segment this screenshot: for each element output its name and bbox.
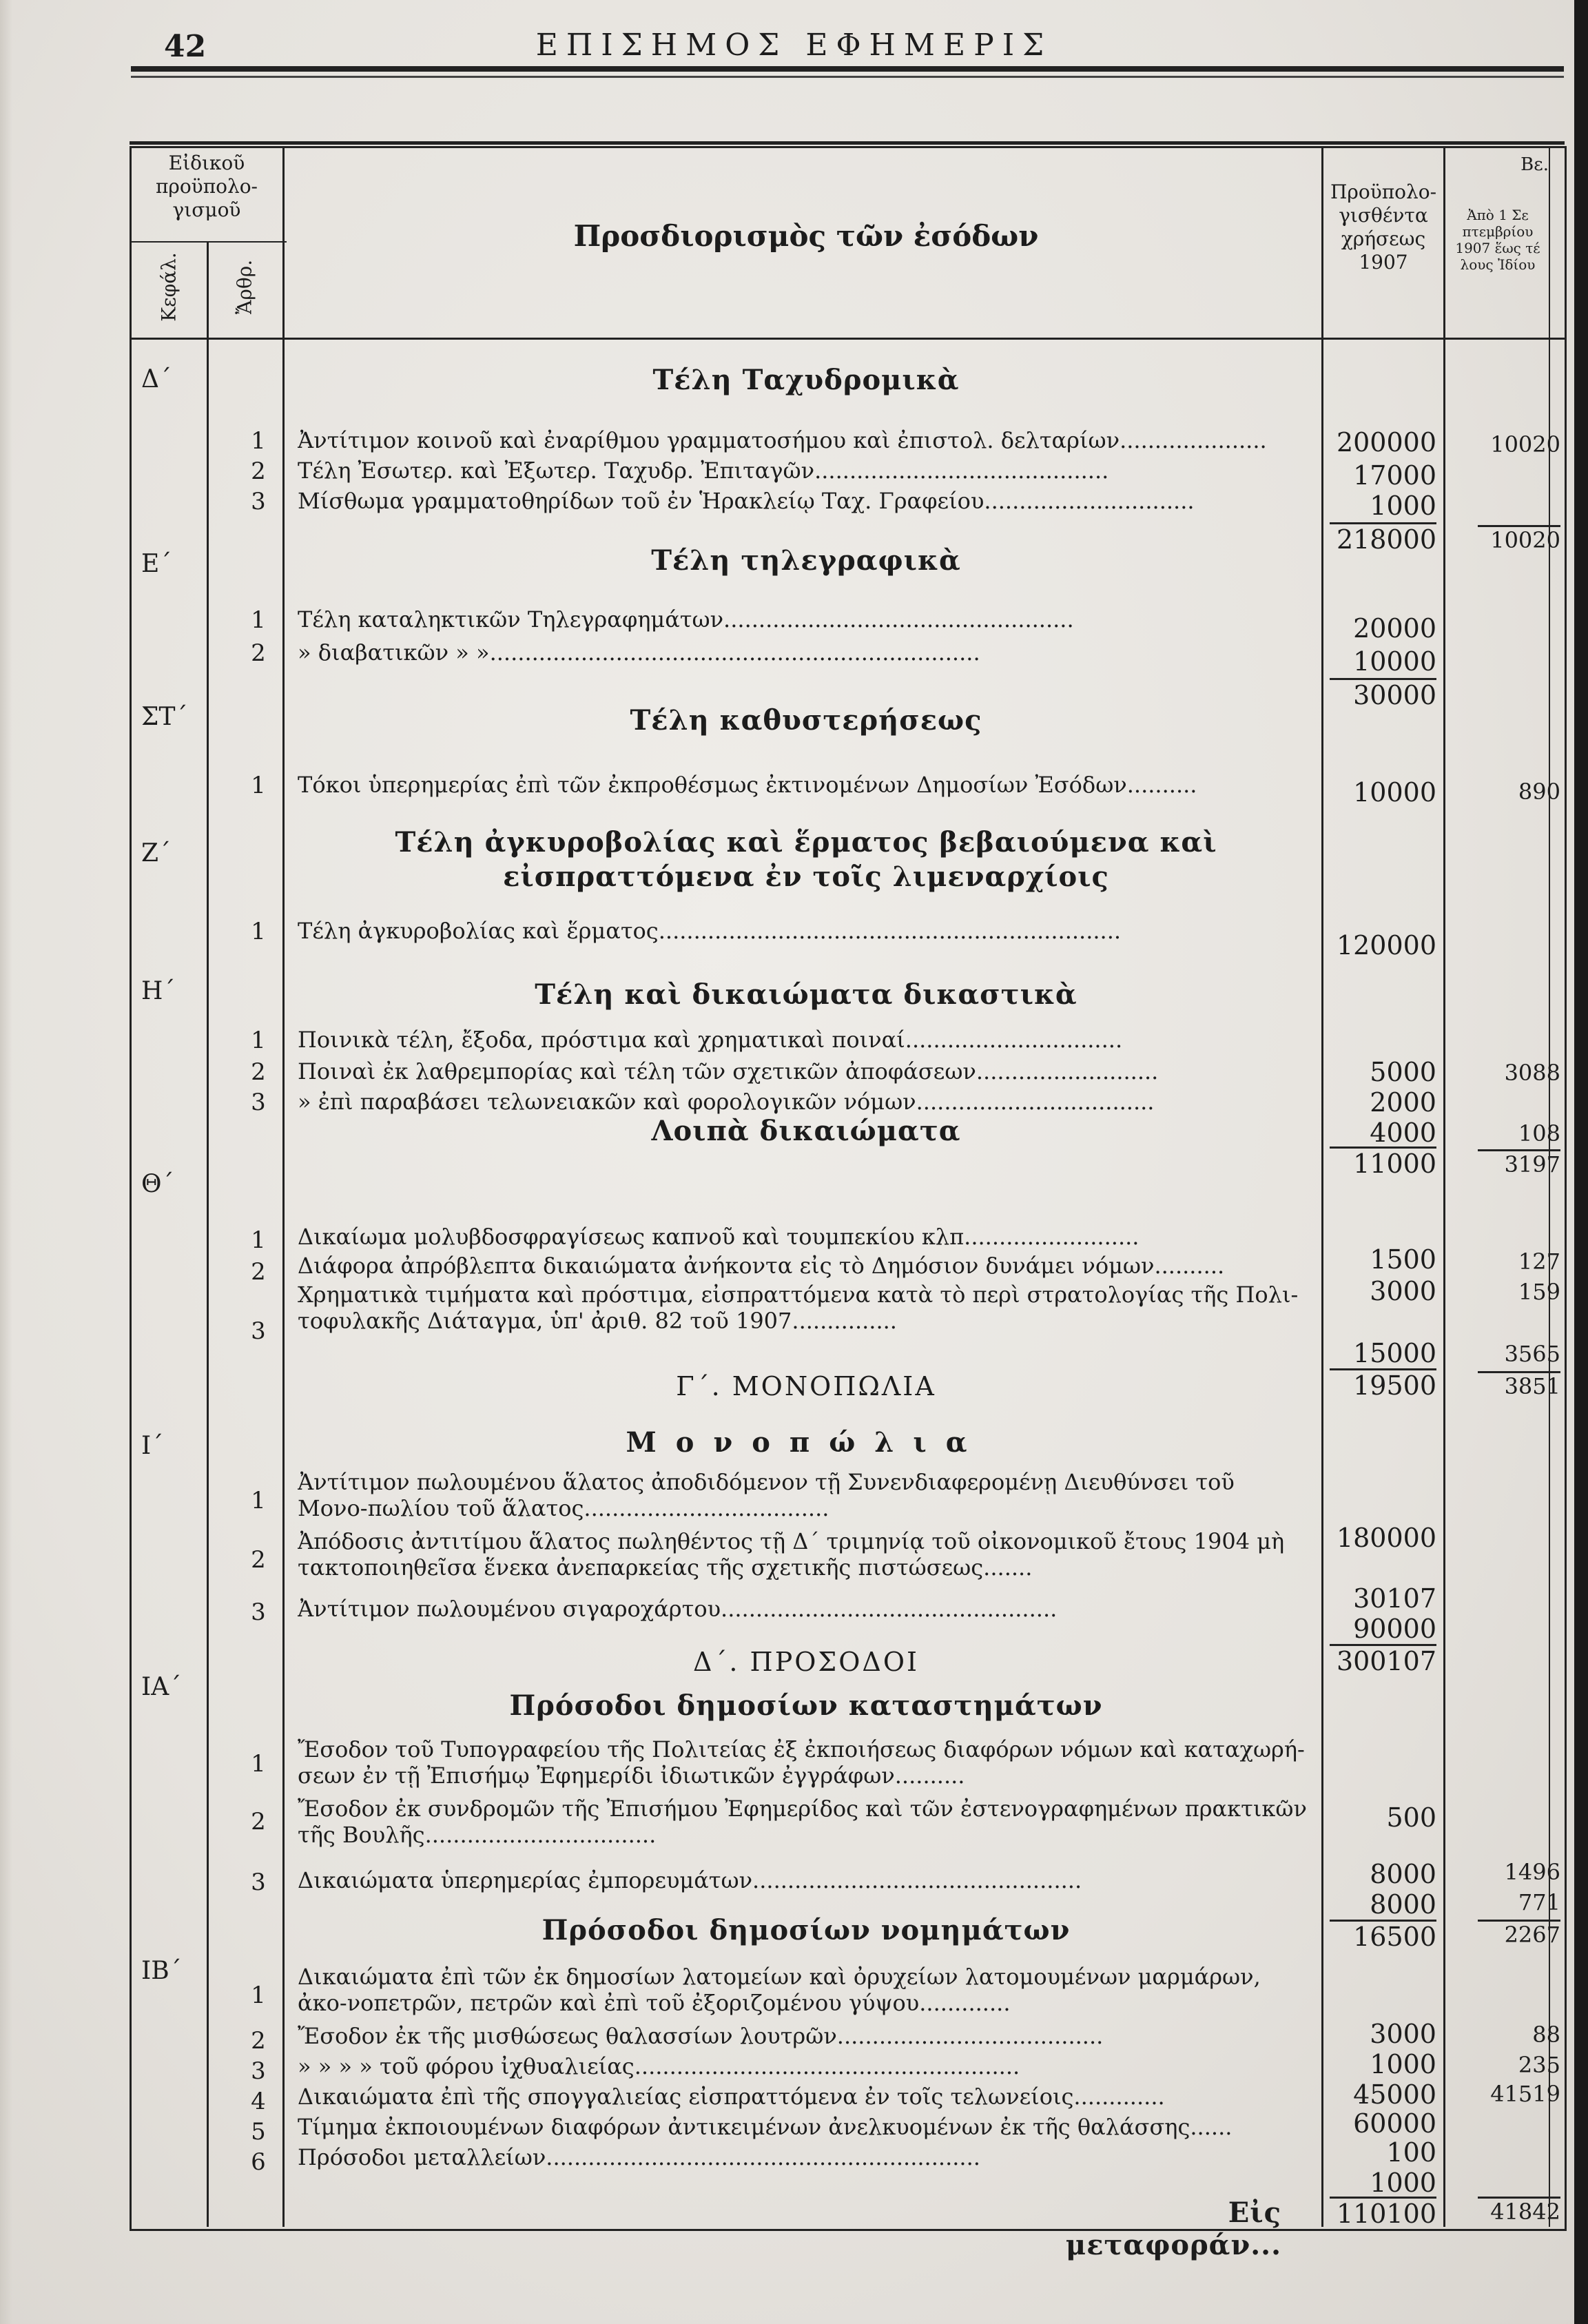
row-description: » ἐπὶ παραβάσει τελωνειακῶν καὶ φορολογικῶν νόμων.................................. bbox=[298, 1089, 1155, 1115]
section-total: 15000 bbox=[1353, 1338, 1436, 1368]
chapter-label: ΙΑ΄ bbox=[141, 1673, 182, 1701]
chapter-label: Θ΄ bbox=[141, 1170, 174, 1198]
chapter-label: Ι΄ bbox=[141, 1432, 164, 1460]
row-amount: 1000 bbox=[1370, 2049, 1436, 2079]
section-title: Τέλη Ταχυδρομικὰ bbox=[652, 364, 960, 396]
section-total: 218000 bbox=[1330, 522, 1436, 555]
section-title: Γ΄. ΜΟΝΟΠΩΛΙΑ bbox=[676, 1371, 936, 1401]
amount-column-rule-right bbox=[1443, 146, 1445, 2227]
row-amount: 1000 bbox=[1370, 2168, 1436, 2198]
row-description: Ἔσοδον ἐκ τῆς μισθώσεως θαλασσίων λουτρῶν...................................... bbox=[298, 2023, 1104, 2049]
section-title: Τέλη τηλεγραφικὰ bbox=[651, 544, 961, 577]
row-description: Τόκοι ὑπερημερίας ἐπὶ τῶν ἐκπροθέσμως ἐκτινομένων Δημοσίων Ἐσόδων.......... bbox=[298, 772, 1197, 798]
section-title: Πρόσοδοι δημοσίων νομημάτων bbox=[542, 1914, 1071, 1946]
article-number: 1 bbox=[251, 427, 266, 455]
row-description: Ἀντίτιμον πωλουμένου ἅλατος ἀποδιδόμενον τῇ Συνενδιαφερομένῃ Διευθύνσει τοῦ Μονο-πωλίου τοῦ ἅλατος................................... bbox=[298, 1469, 1235, 1521]
article-number: 3 bbox=[251, 1317, 266, 1345]
row-description: Μίσθωμα γραμματοθηρίδων τοῦ ἐν Ἡρακλείῳ Ταχ. Γραφείου.............................. bbox=[298, 488, 1195, 514]
row-amount: 100 bbox=[1386, 2137, 1436, 2168]
row-amount: 8000 bbox=[1370, 1889, 1436, 1920]
article-number: 3 bbox=[251, 1598, 266, 1626]
section-title: Μονοπώλια bbox=[626, 1426, 987, 1459]
row-actual: 235 bbox=[1518, 2052, 1560, 2078]
row-description: Ἀντίτιμον πωλουμένου σιγαροχάρτου................................................ bbox=[298, 1596, 1058, 1622]
row-amount: 10000 bbox=[1353, 646, 1436, 677]
article-number: 1 bbox=[251, 1027, 266, 1054]
row-description: Ἔσοδον ἐκ συνδρομῶν τῆς Ἐπισήμου Ἐφημερίδος καὶ τῶν ἐστενογραφημένων πρακτικῶν τῆς Βουλῆς................................. bbox=[298, 1796, 1307, 1848]
article-number: 2 bbox=[251, 1808, 266, 1835]
chapter-label: ΙΒ΄ bbox=[141, 1957, 182, 1985]
section-total: 16500 bbox=[1330, 1920, 1436, 1952]
chapter-label: ΣΤ΄ bbox=[141, 703, 188, 731]
row-description: Τέλη καταληκτικῶν Τηλεγραφημάτων.................................................. bbox=[298, 606, 1074, 633]
article-number: 1 bbox=[251, 918, 266, 945]
article-number: 1 bbox=[251, 1982, 266, 2009]
section-title: Πρόσοδοι δημοσίων καταστημάτων bbox=[509, 1689, 1103, 1722]
article-column-label: Ἄρθρ. bbox=[233, 259, 256, 315]
header-rule bbox=[131, 66, 1564, 72]
chapter-label: Η΄ bbox=[141, 977, 176, 1005]
row-amount: 10000 bbox=[1353, 777, 1436, 808]
page-edge bbox=[1574, 0, 1588, 2324]
row-description: Ἀπόδοσις ἀντιτίμου ἅλατος πωληθέντος τῇ Δ΄ τριμηνίᾳ τοῦ οἰκονομικοῦ ἔτους 1904 μὴ τακτοποιηθεῖσα ἕνεκα ἀνεπαρκείας τῆς σχετικῆς πιστώσεως....... bbox=[298, 1528, 1285, 1581]
article-number: 1 bbox=[251, 1226, 266, 1254]
row-description: » διαβατικῶν » »...................................................................... bbox=[298, 639, 980, 666]
row-amount: 500 bbox=[1386, 1802, 1436, 1833]
row-amount: 3000 bbox=[1370, 2019, 1436, 2049]
row-description: Δικαιώματα ἐπὶ τῶν ἐκ δημοσίων λατομείων καὶ ὀρυχείων λατομουμένων μαρμάρων, ἀκο-νοπετρῶν, πετρῶν καὶ ἐπὶ τοῦ ἐξοριζομένου γύψου............. bbox=[298, 1964, 1261, 2016]
row-description: Ποιναὶ ἐκ λαθρεμπορίας καὶ τέλη τῶν σχετικῶν ἀποφάσεων.......................... bbox=[298, 1058, 1159, 1084]
article-number: 3 bbox=[251, 488, 266, 515]
row-actual: 771 bbox=[1518, 1889, 1560, 1915]
row-amount: 120000 bbox=[1336, 930, 1436, 960]
section-total: 300107 bbox=[1330, 1644, 1436, 1676]
article-number: 1 bbox=[251, 772, 266, 799]
table-top-rule bbox=[130, 141, 1565, 145]
article-number: 1 bbox=[251, 606, 266, 634]
article-number: 3 bbox=[251, 1869, 266, 1896]
chapter-column-label: Κεφάλ. bbox=[157, 252, 181, 322]
section-title: Δ΄. ΠΡΟΣΟΔΟΙ bbox=[692, 1647, 920, 1677]
row-description: Τίμημα ἐκποιουμένων διαφόρων ἀντικειμένων ἀνελκυομένων ἐκ τῆς θαλάσσης...... bbox=[298, 2114, 1233, 2140]
article-number: 1 bbox=[251, 1750, 266, 1778]
page-number: 42 bbox=[164, 29, 207, 64]
section-total: 30000 bbox=[1330, 678, 1436, 710]
section-title: Λοιπὰ δικαιώματα bbox=[651, 1115, 961, 1147]
carry-forward-label: Εἰς μεταφοράν... bbox=[1065, 2197, 1281, 2261]
row-amount: 4000 bbox=[1370, 1118, 1436, 1148]
row-description: Διάφορα ἀπρόβλεπτα δικαιώματα ἀνήκοντα εἰς τὸ Δημόσιον δυνάμει νόμων.......... bbox=[298, 1253, 1225, 1279]
row-description: Ἀντίτιμον κοινοῦ καὶ ἐναρίθμου γραμματοσήμου καὶ ἐπιστολ. δελταρίων..................... bbox=[298, 427, 1267, 453]
row-actual: 3088 bbox=[1504, 1060, 1560, 1086]
row-description: Τέλη Ἐσωτερ. καὶ Ἐξωτερ. Ταχυδρ. Ἐπιταγῶν.......................................... bbox=[298, 457, 1109, 484]
row-amount: 1500 bbox=[1370, 1244, 1436, 1275]
section-total-actual: 2267 bbox=[1478, 1920, 1560, 1948]
row-amount: 20000 bbox=[1353, 613, 1436, 644]
article-number: 5 bbox=[251, 2118, 266, 2146]
section-total-actual: 3197 bbox=[1478, 1149, 1560, 1178]
right-column-label: Βε. bbox=[1520, 154, 1549, 175]
row-description: Δικαιώματα ὑπερημερίας ἐμπορευμάτων............................................... bbox=[298, 1867, 1082, 1893]
article-number: 2 bbox=[251, 2027, 266, 2055]
section-title: Τέλη ἀγκυροβολίας καὶ ἕρματος βεβαιούμενα καὶ εἰσπραττόμενα ἐν τοῖς λιμεναρχίοις bbox=[395, 826, 1217, 893]
group-total: 19500 bbox=[1330, 1368, 1436, 1401]
row-amount: 180000 bbox=[1336, 1523, 1436, 1553]
table-header-rule bbox=[130, 338, 1565, 340]
chapter-label: Ζ΄ bbox=[141, 839, 172, 867]
row-actual: 159 bbox=[1518, 1279, 1560, 1305]
article-number: 2 bbox=[251, 1058, 266, 1086]
table-title: Προσδιορισμὸς τῶν ἐσόδων bbox=[573, 219, 1039, 253]
row-actual: 88 bbox=[1532, 2022, 1560, 2048]
article-number: 2 bbox=[251, 1546, 266, 1574]
row-amount: 3000 bbox=[1370, 1276, 1436, 1306]
article-number: 1 bbox=[251, 1487, 266, 1514]
section-total: 11000 bbox=[1330, 1146, 1436, 1179]
article-number: 2 bbox=[251, 639, 266, 667]
row-description: Χρηματικὰ τιμήματα καὶ πρόστιμα, εἰσπραττόμενα κατὰ τὸ περὶ στρατολογίας τῆς Πολι-τοφυλακῆς Διάταγμα, ὑπ' ἀριθ. 82 τοῦ 1907............... bbox=[298, 1282, 1299, 1334]
row-amount: 30107 bbox=[1353, 1583, 1436, 1614]
right-column-sublabel: Ἀπὸ 1 Σε πτεμβρίου 1907 ἕως τέ λους Ἰδίου bbox=[1455, 207, 1540, 273]
section-total-actual: 10020 bbox=[1478, 525, 1560, 553]
article-column-rule bbox=[282, 146, 285, 2227]
row-amount: 45000 bbox=[1353, 2079, 1436, 2110]
section-title: Τέλη καθυστερήσεως bbox=[630, 704, 982, 737]
budget-label: Εἰδικοῦ προϋπολο-γισμοῦ bbox=[155, 152, 258, 221]
row-actual: 10020 bbox=[1490, 431, 1560, 457]
forecast-column-label: Προϋπολο-γισθέντα χρήσεως 1907 bbox=[1330, 181, 1437, 274]
row-description: Τέλη ἀγκυροβολίας καὶ ἕρματος.................................................................. bbox=[298, 918, 1122, 944]
row-description: Ποινικὰ τέλη, ἔξοδα, πρόστιμα καὶ χρηματικαὶ ποιναί............................... bbox=[298, 1027, 1123, 1053]
article-number: 3 bbox=[251, 1089, 266, 1116]
row-amount: 17000 bbox=[1353, 460, 1436, 491]
row-amount: 1000 bbox=[1370, 491, 1436, 521]
article-number: 2 bbox=[251, 457, 266, 485]
group-total-actual: 3851 bbox=[1478, 1371, 1560, 1399]
row-amount: 200000 bbox=[1336, 427, 1436, 457]
row-description: Δικαίωμα μολυβδοσφραγίσεως καπνοῦ καὶ τουμπεκίου κλπ......................... bbox=[298, 1224, 1140, 1250]
row-actual: 41519 bbox=[1490, 2081, 1560, 2107]
header-rule-thin bbox=[131, 76, 1564, 78]
row-amount: 90000 bbox=[1353, 1614, 1436, 1644]
section-title: Τέλη καὶ δικαιώματα δικαστικὰ bbox=[535, 978, 1077, 1011]
row-actual: 127 bbox=[1518, 1248, 1560, 1275]
row-actual: 1496 bbox=[1504, 1859, 1560, 1885]
chapter-label: Δ΄ bbox=[141, 365, 172, 393]
article-number: 2 bbox=[251, 1258, 266, 1286]
carry-forward-actual: 41842 bbox=[1478, 2197, 1560, 2225]
page-header-title: ΕΠΙΣΗΜΟΣ ΕΦΗΜΕΡΙΣ bbox=[535, 28, 1053, 63]
chapter-label: Ε΄ bbox=[141, 550, 172, 578]
row-amount: 60000 bbox=[1353, 2108, 1436, 2139]
row-amount: 2000 bbox=[1370, 1087, 1436, 1118]
row-actual: 890 bbox=[1518, 779, 1560, 805]
row-description: Δικαιώματα ἐπὶ τῆς σπογγαλιείας εἰσπραττόμενα ἐν τοῖς τελωνείοις............. bbox=[298, 2084, 1165, 2110]
page-shadow bbox=[0, 0, 12, 2324]
row-actual: 108 bbox=[1518, 1120, 1560, 1146]
row-description: » » » » τοῦ φόρου ἰχθυαλιείας....................................................... bbox=[298, 2053, 1020, 2079]
article-number: 6 bbox=[251, 2148, 266, 2176]
row-description: Πρόσοδοι μεταλλείων.............................................................. bbox=[298, 2144, 980, 2170]
article-number: 3 bbox=[251, 2057, 266, 2085]
section-total-actual: 3565 bbox=[1504, 1341, 1560, 1367]
row-description: Ἔσοδον τοῦ Τυπογραφείου τῆς Πολιτείας ἐξ ἐκποιήσεως διαφόρων νόμων καὶ καταχωρή-σεων ἐν τῇ Ἐπισήμῳ Ἐφημερίδι ἰδιωτικῶν ἐγγράφων.......... bbox=[298, 1736, 1305, 1789]
row-amount: 5000 bbox=[1370, 1057, 1436, 1087]
chapter-column-rule bbox=[207, 241, 209, 2227]
row-amount: 8000 bbox=[1370, 1859, 1436, 1889]
carry-forward-amount: 110100 bbox=[1330, 2197, 1436, 2229]
article-number: 4 bbox=[251, 2088, 266, 2115]
